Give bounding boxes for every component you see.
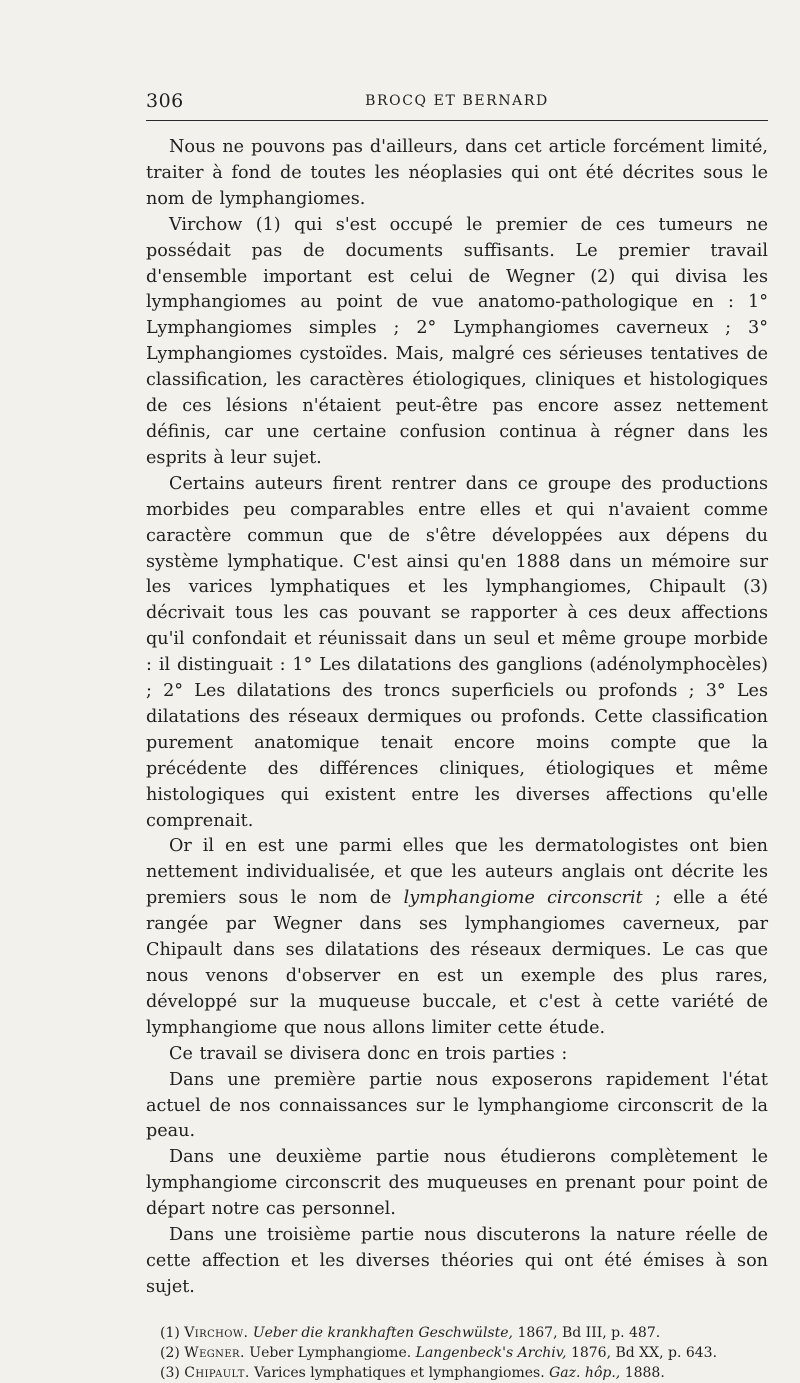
footnote-2 bbox=[146, 1343, 768, 1363]
footnote-author: Chipault. bbox=[184, 1364, 250, 1381]
body-text bbox=[146, 135, 768, 1301]
paragraph-3: Certains auteurs firent rentrer dans ce groupe des productions morbides peu comparables entre elles et qui n'avaient comme caractère commun que de s'être développées aux dépens du système lymphatique. C'est ainsi qu'en 1888 dans un mémoire sur les varices lymphatiques et les lymphangiomes, Chipault (3) décrivait tous les cas pouvant se rapporter à ces deux affections qu'il confondait et réunissait dans un seul et même groupe morbide : il distinguait : 1° Les dilatations des ganglions (adénolymphocèles) ; 2° Les dilatations des troncs superficiels ou profonds ; 3° Les dilatations des réseaux dermiques ou profonds. Cette classification purement anatomique tenait encore moins compte que la précédente des différences cliniques, étiologiques et même histologiques qui existent entre les diverses affections qu'elle comprenait. bbox=[146, 473, 768, 831]
italic-term: lymphangiome circonscrit bbox=[403, 888, 643, 909]
paragraph-4 bbox=[146, 834, 768, 1041]
footnote-reference: 1867, Bd III, p. 487. bbox=[517, 1324, 661, 1341]
footnote-number: (2) bbox=[160, 1344, 180, 1361]
footnote-reference: 1888. bbox=[624, 1364, 665, 1381]
footnotes bbox=[146, 1323, 768, 1383]
footnote-work: Ueber Lymphangiome. bbox=[249, 1344, 412, 1361]
footnote-1 bbox=[146, 1323, 768, 1343]
page-number: 306 bbox=[146, 90, 184, 112]
paragraph-8: Dans une troisième partie nous discuterons la nature réelle de cette affection et les diverses théories qui ont été émises à son sujet. bbox=[146, 1225, 768, 1297]
page-header bbox=[146, 86, 768, 121]
footnote-number: (3) bbox=[160, 1364, 180, 1381]
paragraph-6: Dans une première partie nous exposerons rapidement l'état actuel de nos connaissances sur le lymphangiome circonscrit de la peau. bbox=[146, 1069, 768, 1142]
paragraph-4-start: Or il en est une parmi elles que les dermatologistes ont bien nettement individualisée, et que les auteurs anglais ont décrite les premiers sous le nom de bbox=[146, 836, 768, 909]
book-page bbox=[146, 86, 768, 1383]
paragraph-2: Virchow (1) qui s'est occupé le premier de ces tumeurs ne possédait pas de documents suffisants. Le premier travail d'ensemble important est celui de Wegner (2) qui divisa les lymphangiomes au point de vue anatomo-pathologique en : 1° Lymphangiomes simples ; 2° Lymphangiomes caverneux ; 3° Lymphangiomes cystoïdes. Mais, malgré ces sérieuses tentatives de classification, les caractères étiologiques, cliniques et histologiques de ces lésions n'étaient peut-être pas encore assez nettement définis, car une certaine confusion continua à régner dans les esprits à leur sujet. bbox=[146, 214, 768, 468]
footnote-reference: 1876, Bd XX, p. 643. bbox=[570, 1344, 718, 1361]
footnote-author: Virchow. bbox=[184, 1324, 249, 1341]
paragraph-4-end: ; elle a été rangée par Wegner dans ses lymphangiomes caverneux, par Chipault dans ses dilatations des réseaux dermiques. Le cas que nous venons d'observer en est un exemple des plus rares, développé sur la muqueuse buccale, et c'est à cette variété de lymphangiome que nous allons limiter cette étude. bbox=[146, 888, 768, 1038]
footnote-title: Langenbeck's Archiv, bbox=[415, 1344, 567, 1361]
footnote-number: (1) bbox=[160, 1324, 180, 1341]
footnote-title: Gaz. hôp., bbox=[549, 1364, 621, 1381]
footnote-author: Wegner. bbox=[184, 1344, 245, 1361]
footnote-title: Ueber die krankhaften Geschwülste, bbox=[252, 1324, 513, 1341]
footnote-3 bbox=[146, 1363, 768, 1383]
footnote-work: Varices lymphatiques et lymphangiomes. bbox=[254, 1364, 545, 1381]
paragraph-5: Ce travail se divisera donc en trois parties : bbox=[169, 1043, 568, 1064]
paragraph-7: Dans une deuxième partie nous étudierons complètement le lymphangiome circonscrit des muqueuses en prenant pour point de départ notre cas personnel. bbox=[146, 1147, 768, 1220]
paragraph-1: Nous ne pouvons pas d'ailleurs, dans cet article forcément limité, traiter à fond de toutes les néoplasies qui ont été décrites sous le nom de lymphangiomes. bbox=[146, 137, 768, 209]
running-title: BROCQ ET BERNARD bbox=[365, 93, 549, 109]
